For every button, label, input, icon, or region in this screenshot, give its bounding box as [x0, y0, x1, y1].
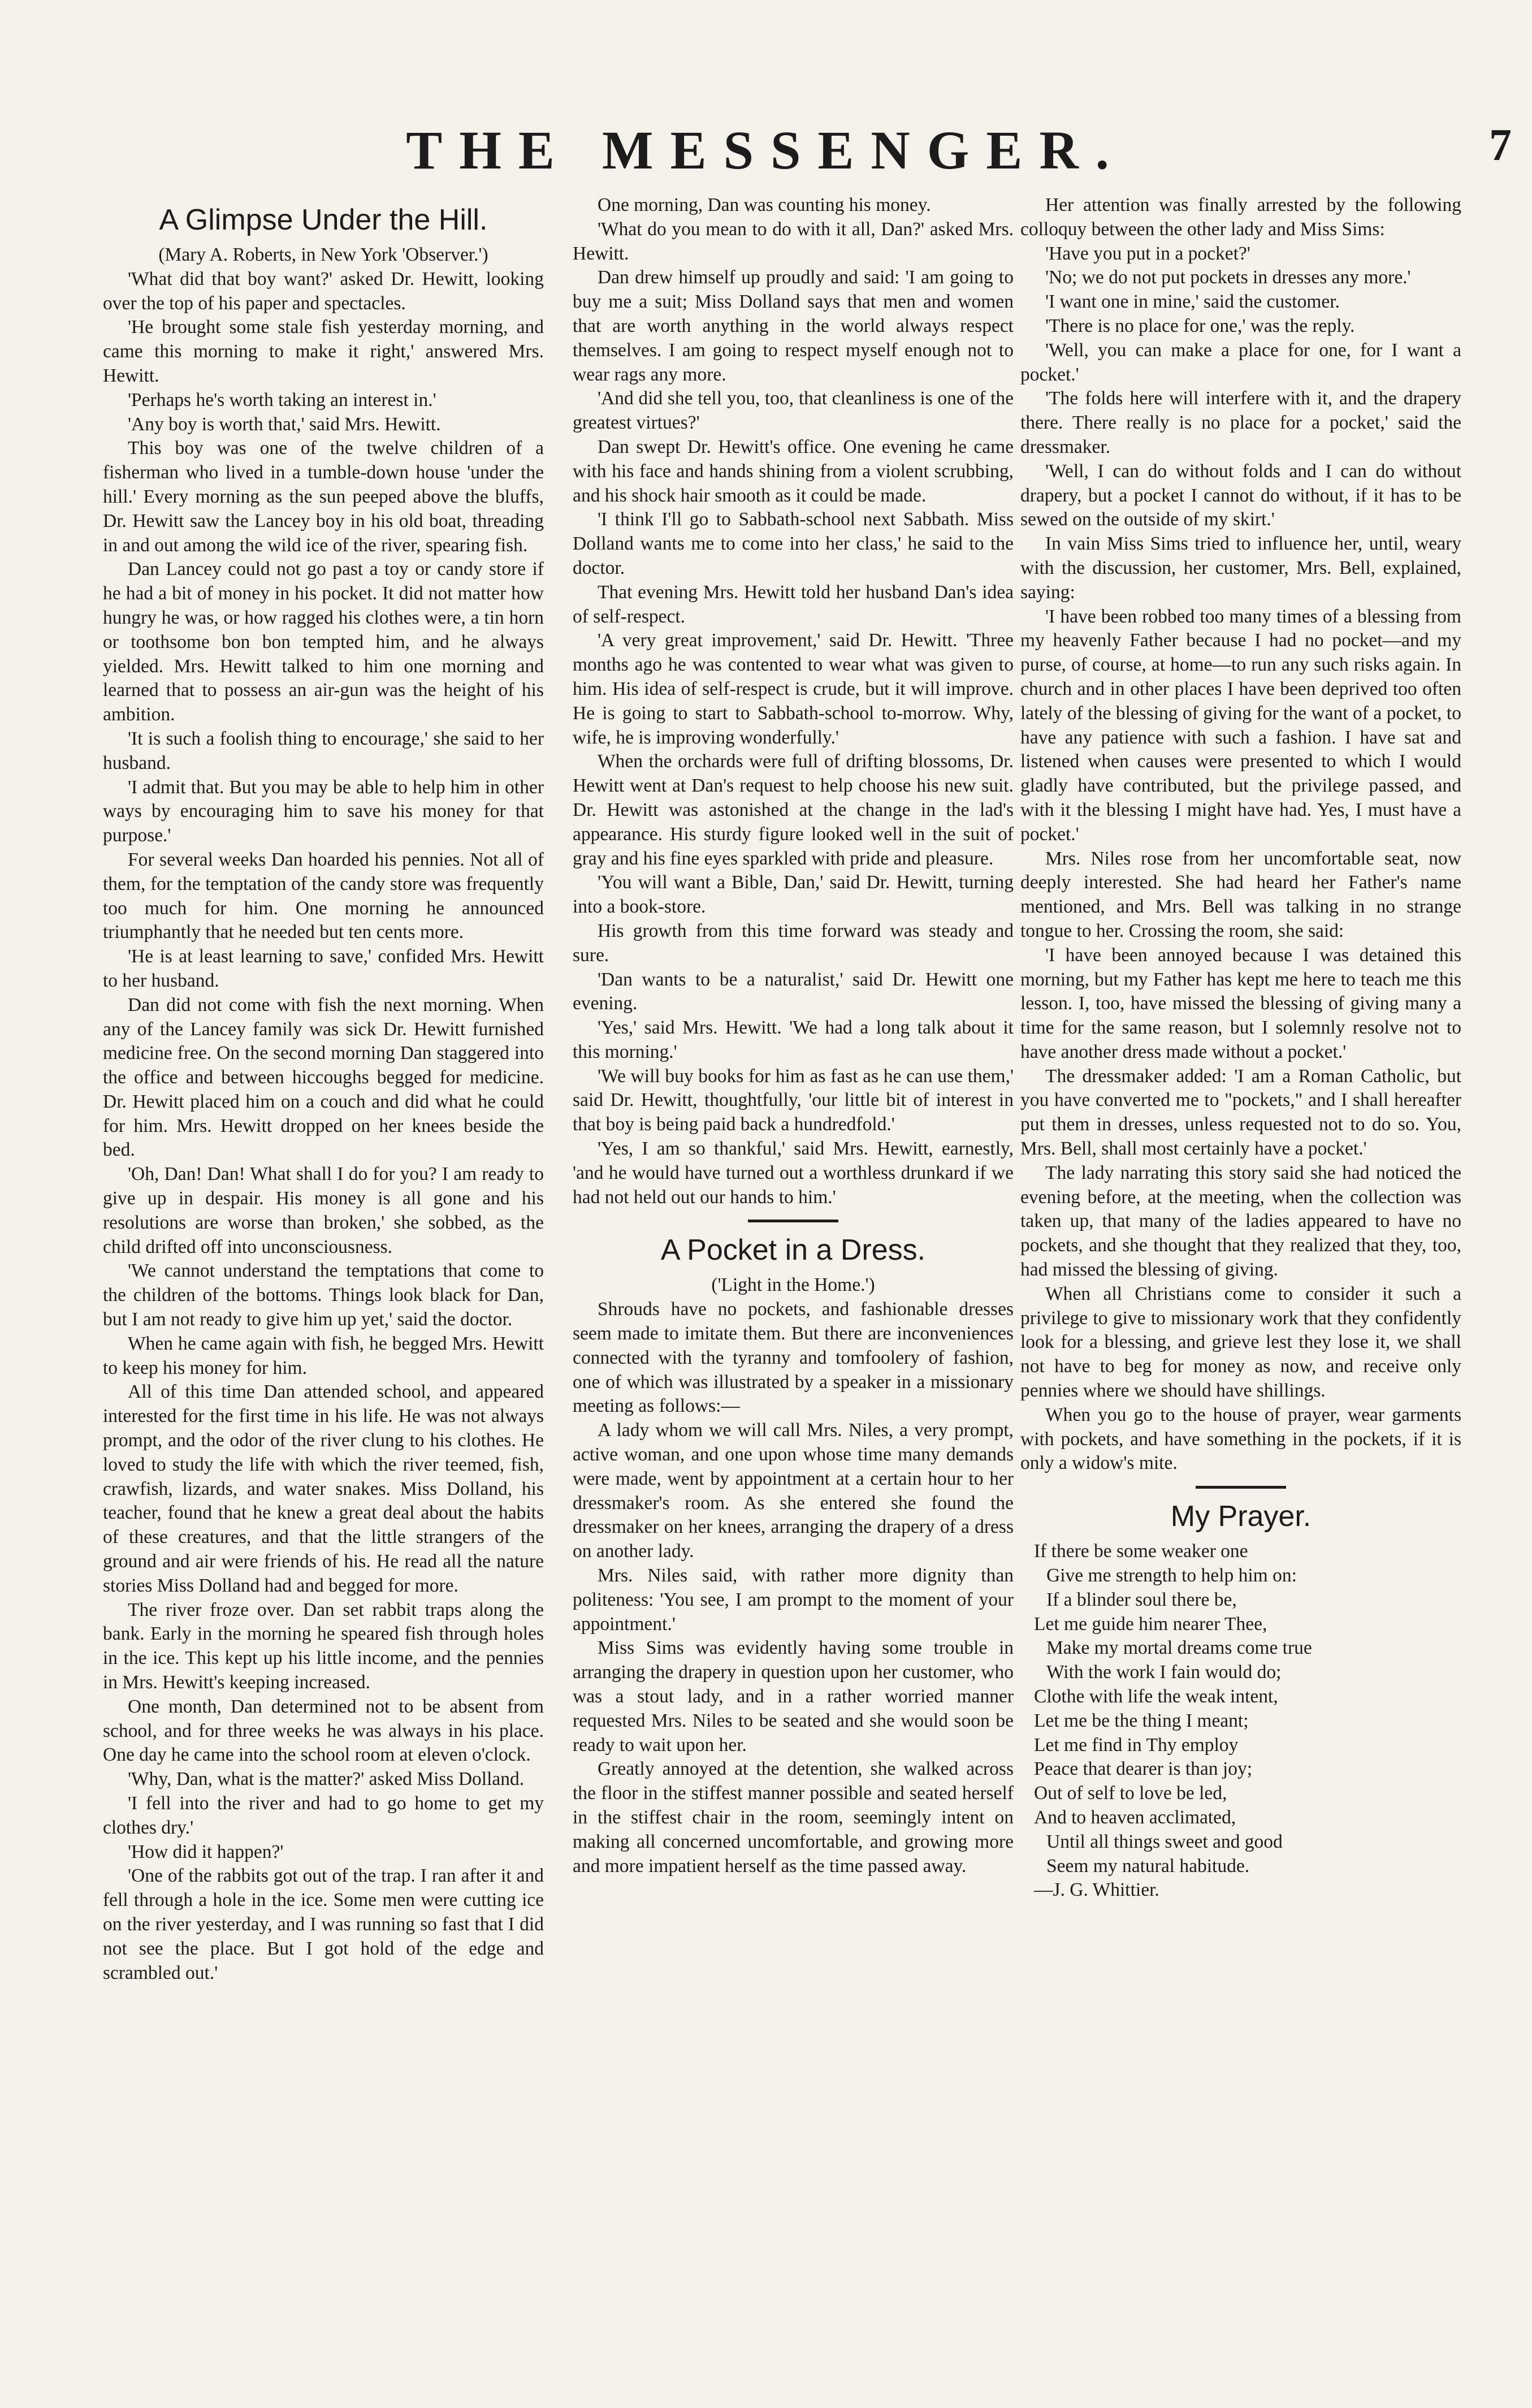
story1-paragraph: That evening Mrs. Hewitt told her husband Dan's idea of self-respect.: [573, 581, 1014, 627]
story1-paragraph: His growth from this time forward was steady and sure.: [573, 920, 1014, 966]
poem-line: Give me strength to help him on:: [1046, 1565, 1297, 1586]
poem-line: Until all things sweet and good: [1046, 1831, 1283, 1852]
story1-paragraph: For several weeks Dan hoarded his pennies. Not all of them, for the temptation of the candy store was frequently too much for him. One morning he announced triumphantly that he needed but ten cents more.: [103, 849, 544, 943]
story2-paragraph: 'I have been annoyed because I was detained this morning, but my Father has kept me here to teach me this lesson. I, too, have missed the blessing of giving many a time for the same reason, but I solemnly resolve not to have another dress made without a pocket.': [1020, 944, 1461, 1062]
story2-paragraph: 'I want one in mine,' said the customer.: [1045, 291, 1340, 313]
poem-line: Make my mortal dreams come true: [1046, 1637, 1312, 1659]
story2-paragraph: A lady whom we will call Mrs. Niles, a very prompt, active woman, and one upon whose time many demands were made, went by appointment at a certain hour to her dressmaker's room. As she entered she found the dressmaker on her knees, arranging the drapery of a dress on another lady.: [573, 1420, 1014, 1562]
story1-paragraph: 'We cannot understand the temptations that come to the children of the bottoms. Things look black for Dan, but I am not ready to give him up yet,' said the doctor.: [103, 1260, 544, 1330]
story2-paragraph: When all Christians come to consider it such a privilege to give to missionary work that they confidently look for a blessing, and grieve lest they lose it, we shall not have to beg for money as now, and receive only pennies where we should have shillings.: [1020, 1283, 1461, 1402]
story1-paragraph: 'Any boy is worth that,' said Mrs. Hewitt.: [128, 413, 441, 435]
poem-line: With the work I fain would do;: [1046, 1662, 1282, 1683]
poem-line: Seem my natural habitude.: [1046, 1855, 1250, 1877]
story2-paragraph: Greatly annoyed at the detention, she walked across the floor in the stiffest manner possible and seated herself in the stiffest chair in the room, seemingly intent on making all concerned uncomfortable, and growing more and more impatient herself as the time passed away.: [573, 1758, 1014, 1877]
story1-paragraph: 'Why, Dan, what is the matter?' asked Miss Dolland.: [128, 1769, 525, 1790]
story1-paragraph: 'I fell into the river and had to go home to get my clothes dry.': [103, 1793, 544, 1838]
poem-line: Clothe with life the weak intent,: [1034, 1686, 1278, 1707]
story2-paragraph: Miss Sims was evidently having some trouble in arranging the drapery in question upon her customer, who was a stout lady, and in a rather worried manner requested Mrs. Niles to be seated and she would soon be ready to wait upon her.: [573, 1637, 1014, 1756]
story2-paragraph: Her attention was finally arrested by the following colloquy between the other lady and Miss Sims:: [1020, 194, 1461, 240]
story2-paragraph: 'No; we do not put pockets in dresses any more.': [1045, 267, 1411, 288]
story1-paragraph: 'A very great improvement,' said Dr. Hewitt. 'Three months ago he was contented to wear what was given to him. His idea of self-respect is crude, but it will improve. He is going to start to Sabbath-school to-morrow. Why, wife, he is improving wonderfully.': [573, 630, 1014, 748]
story1-paragraph: 'One of the rabbits got out of the trap. I ran after it and fell through a hole in the ice. Some men were cutting ice on the river yesterday, and I was running so fast that I did not see the place. But I got hold of the edge and scrambled out.': [103, 1865, 544, 1983]
poem-author: —J. G. Whittier.: [1034, 1879, 1159, 1901]
story2-paragraph: Shrouds have no pockets, and fashionable dresses seem made to imitate them. But there are inconveniences connected with the tyranny and tomfoolery of fashion, one of which was illustrated by a speaker in a missionary meeting as follows:—: [573, 1299, 1014, 1417]
section-divider: [1196, 1486, 1286, 1489]
story2-paragraph: The dressmaker added: 'I am a Roman Catholic, but you have converted me to "pockets," and I shall hereafter put them in dresses, unless requested not to do so. You, Mrs. Bell, shall most certainly have a pocket.': [1020, 1065, 1461, 1160]
story2-paragraph: Mrs. Niles said, with rather more dignity than politeness: 'You see, I am prompt to the moment of your appointment.': [573, 1565, 1014, 1635]
story2-paragraph: 'Well, I can do without folds and I can do without drapery, but a pocket I cannot do without, if it has to be sewed on the outside of my skirt.': [1020, 460, 1461, 530]
story2-paragraph: The lady narrating this story said she had noticed the evening before, at the meeting, when the collection was taken up, that many of the ladies appeared to have no pockets, and she thought that they realized that they, too, had missed the blessing of giving.: [1020, 1162, 1461, 1281]
story1-paragraph: 'And did she tell you, too, that cleanliness is one of the greatest virtues?': [573, 388, 1014, 434]
poem-line: If there be some weaker one: [1034, 1541, 1248, 1562]
story1-paragraph: 'How did it happen?': [128, 1841, 284, 1862]
column-1: [103, 193, 544, 2381]
story1-paragraph: This boy was one of the twelve children of a fisherman who lived in a tumble-down house 'under the hill.' Every morning as the sun peeped above the bluffs, Dr. Hewitt saw the Lancey boy in his old boat, threading in and out among the wild ice of the river, spearing fish.: [103, 438, 544, 556]
story2-paragraph: 'There is no place for one,' was the reply.: [1045, 315, 1355, 336]
story1-paragraph: One month, Dan determined not to be absent from school, and for three weeks he was always in his place. One day he came into the school room at eleven o'clock.: [103, 1696, 544, 1766]
story1-paragraph: 'Oh, Dan! Dan! What shall I do for you? I am ready to give up in despair. His money is all gone and his resolutions are worse than broken,' she sobbed, as the child drifted off into unconsciousness.: [103, 1164, 544, 1257]
masthead-title: THE MESSENGER.: [406, 120, 1126, 180]
story1-title: A Glimpse Under the Hill.: [159, 204, 488, 236]
story1-paragraph: When the orchards were full of drifting blossoms, Dr. Hewitt went at Dan's request to help choose his new suit. Dr. Hewitt was astonished at the change in the lad's appearance. His sturdy figure looked well in the suit of gray and his fine eyes sparkled with pride and pleasure.: [573, 751, 1014, 869]
masthead: [0, 119, 1532, 192]
story1-paragraph: Dan did not come with fish the next morning. When any of the Lancey family was sick Dr. Hewitt furnished medicine free. On the second morning Dan staggered into the office and between hiccoughs begged for medicine. Dr. Hewitt placed him on a couch and did what he could for him. Mrs. Hewitt dropped on her knees beside the bed.: [103, 994, 544, 1161]
story2-paragraph: Mrs. Niles rose from her uncomfortable seat, now deeply interested. She had heard her Father's name mentioned, and Mrs. Bell was talking in no strange tongue to her. Crossing the room, she said:: [1020, 848, 1461, 941]
section-divider: [748, 1220, 838, 1222]
story2-paragraph: 'Have you put in a pocket?': [1045, 243, 1250, 264]
poem-line: Let me guide him nearer Thee,: [1034, 1613, 1267, 1635]
story2-title: A Pocket in a Dress.: [660, 1234, 926, 1267]
story2-paragraph: 'Well, you can make a place for one, for I want a pocket.': [1020, 339, 1461, 385]
story2-paragraph: When you go to the house of prayer, wear garments with pockets, and have something in the pockets, if it is only a widow's mite.: [1020, 1404, 1461, 1474]
story1-paragraph: All of this time Dan attended school, and appeared interested for the first time in his life. He was not always prompt, and the odor of the river clung to his clothes. He loved to study the life with which the river teemed, fish, crawfish, lizards, and water snakes. Miss Dolland, his teacher, found that he knew a great deal about the habits of these creatures, and that the little strangers of the ground and air were friends of his. He read all the nature stories Miss Dolland had and begged for more.: [103, 1381, 544, 1596]
story1-paragraph: 'I think I'll go to Sabbath-school next Sabbath. Miss Dolland wants me to come into her class,' he said to the doctor.: [573, 509, 1014, 578]
story1-paragraph: 'I admit that. But you may be able to help him in other ways by encouraging him to save his money for that purpose.': [103, 776, 544, 846]
story1-paragraph: 'You will want a Bible, Dan,' said Dr. Hewitt, turning into a book-store.: [573, 872, 1014, 918]
column-2: [573, 193, 1014, 2381]
story1-paragraph: 'It is such a foolish thing to encourage,' she said to her husband.: [103, 728, 544, 773]
poem-body: [1020, 1540, 1461, 1878]
poem-line: If a blinder soul there be,: [1046, 1589, 1237, 1610]
poem-line: Let me be the thing I meant;: [1034, 1710, 1249, 1731]
page-number: 7: [1489, 120, 1512, 170]
story1-paragraph: 'What did that boy want?' asked Dr. Hewitt, looking over the top of his paper and spectacles.: [103, 268, 544, 314]
story1-paragraph: Dan Lancey could not go past a toy or candy store if he had a bit of money in his pocket. It did not matter how hungry he was, or how ragged his clothes were, a tin horn or toothsome bon bon tempted him, and he always yielded. Mrs. Hewitt talked to him one morning and learned that to possess an air-gun was the height of his ambition.: [103, 559, 544, 725]
story1-paragraph: Dan swept Dr. Hewitt's office. One evening he came with his face and hands shining from a violent scrubbing, and his shock hair smooth as it could be made.: [573, 436, 1014, 506]
story1-paragraph: One morning, Dan was counting his money.: [598, 194, 931, 215]
story1-paragraph: 'Perhaps he's worth taking an interest in.': [128, 389, 436, 410]
poem-line: And to heaven acclimated,: [1034, 1807, 1236, 1828]
story1-paragraph: 'Yes, I am so thankful,' said Mrs. Hewitt, earnestly, 'and he would have turned out a worthless drunkard if we had not held out our hands to him.': [573, 1138, 1014, 1208]
story1-paragraph: 'He is at least learning to save,' confided Mrs. Hewitt to her husband.: [103, 946, 544, 991]
story2-paragraph: 'The folds here will interfere with it, and the drapery there. There really is no place for a pocket,' said the dressmaker.: [1020, 388, 1461, 457]
story1-paragraph: 'Dan wants to be a naturalist,' said Dr. Hewitt one evening.: [573, 969, 1014, 1014]
story1-paragraph: 'We will buy books for him as fast as he can use them,' said Dr. Hewitt, thoughtfully, 'our little bit of interest in that boy is being paid back a hundredfold.': [573, 1065, 1014, 1135]
story1-paragraph: 'He brought some stale fish yesterday morning, and came this morning to make it right,' answered Mrs. Hewitt.: [103, 317, 544, 386]
story1-paragraph: 'Yes,' said Mrs. Hewitt. 'We had a long talk about it this morning.': [573, 1017, 1014, 1062]
story2-paragraph: In vain Miss Sims tried to influence her, until, weary with the discussion, her customer, Mrs. Bell, explained, saying:: [1020, 533, 1461, 603]
story1-paragraph: When he came again with fish, he begged Mrs. Hewitt to keep his money for him.: [103, 1333, 544, 1378]
story1-paragraph: 'What do you mean to do with it all, Dan?' asked Mrs. Hewitt.: [573, 218, 1014, 264]
story2-paragraph: 'I have been robbed too many times of a blessing from my heavenly Father because I had no pocket—and my purse, of course, at home—to run any such risks again. In church and in other places I have been deprived too often lately of the blessing of giving for the want of a pocket, to have any patience with such a fashion. I have sat and listened when causes were presented to which I would gladly have contributed, but the privilege passed, and with it the blessing I might have had. Yes, I must have a pocket.': [1020, 606, 1461, 845]
story2-byline: ('Light in the Home.'): [711, 1274, 875, 1296]
poem-line: Peace that dearer is than joy;: [1034, 1758, 1253, 1780]
poem-line: Out of self to love be led,: [1034, 1783, 1227, 1804]
story1-byline: (Mary A. Roberts, in New York 'Observer.'): [158, 244, 488, 265]
column-3: [1020, 193, 1461, 2381]
story1-paragraph: Dan drew himself up proudly and said: 'I am going to buy me a suit; Miss Dolland says that men and women that are worth anything in the world always respect themselves. I am going to respect myself enough not to wear rags any more.: [573, 267, 1014, 385]
story1-paragraph: The river froze over. Dan set rabbit traps along the bank. Early in the morning he speared fish through holes in the ice. This kept up his little income, and the pennies in Mrs. Hewitt's keeping increased.: [103, 1599, 544, 1693]
poem-line: Let me find in Thy employ: [1034, 1734, 1239, 1756]
poem-title: My Prayer.: [1170, 1500, 1312, 1533]
